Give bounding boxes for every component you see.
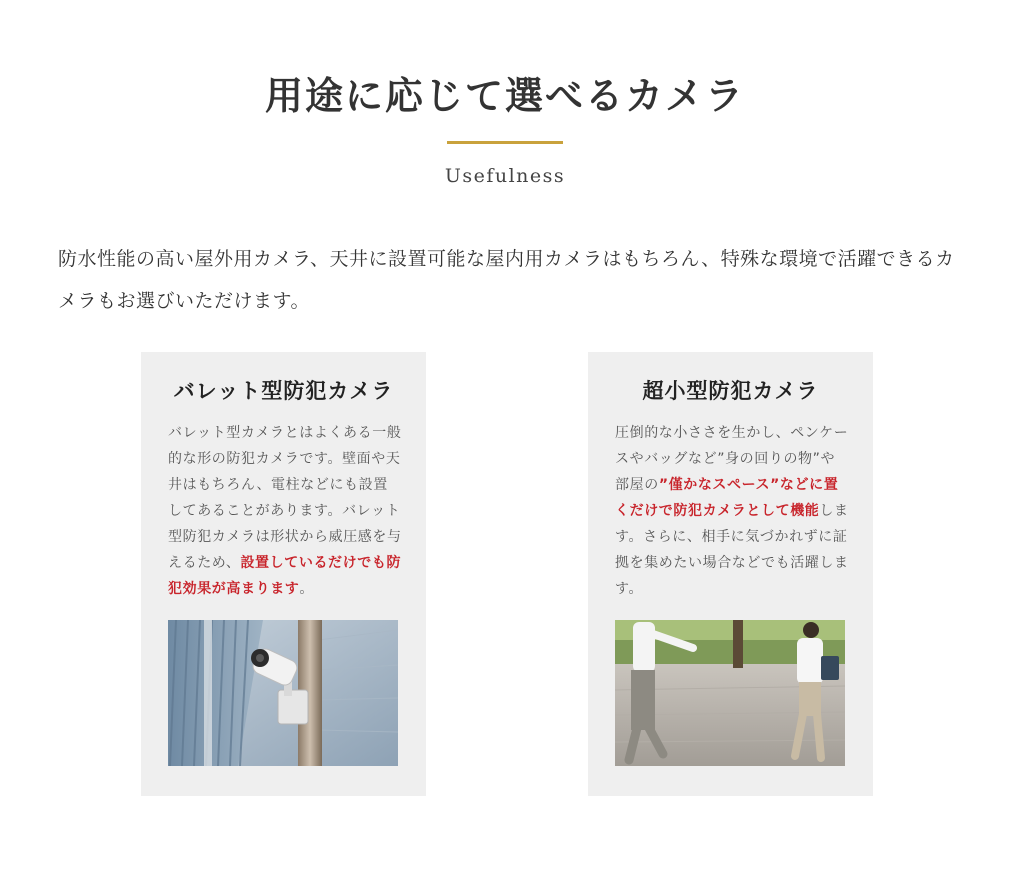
card-text: 圧倒的な小ささを生かし、ペンケースやバッグなど”身の回りの物”や部屋の (615, 425, 849, 493)
card-highlight: ”僅かなスペース”などに置くだけで防犯カメラとして機能 (615, 477, 839, 519)
card-description (615, 420, 849, 602)
card-bullet-camera (141, 352, 426, 796)
title-divider (447, 141, 563, 144)
card-highlight: 設置しているだけでも防犯効果が高まります (168, 555, 402, 597)
card-text-tail: 。 (299, 581, 315, 597)
card-title: バレット型防犯カメラ (173, 379, 394, 403)
card-description (168, 420, 402, 602)
section-subtitle: Usefulness (444, 165, 566, 187)
card-mini-camera (588, 352, 873, 796)
street-people-photo (615, 620, 845, 766)
card-text: バレット型カメラとはよくある一般的な形の防犯カメラです。壁面や天井はもちろん、電柱などにも設置してあることがあります。バレット型防犯カメラは形状から威圧感を与えるため、 (168, 425, 402, 571)
bullet-camera-photo (168, 620, 398, 766)
card-text-tail: します。さらに、相手に気づかれずに証拠を集めたい場合などでも活躍します。 (615, 503, 849, 597)
intro-text: 防水性能の高い屋外用カメラ、天井に設置可能な屋内用カメラはもちろん、特殊な環境で活躍できるカメラもお選びいただけます。 (58, 248, 955, 312)
card-title: 超小型防犯カメラ (642, 379, 819, 403)
section-title: 用途に応じて選べるカメラ (264, 73, 745, 118)
